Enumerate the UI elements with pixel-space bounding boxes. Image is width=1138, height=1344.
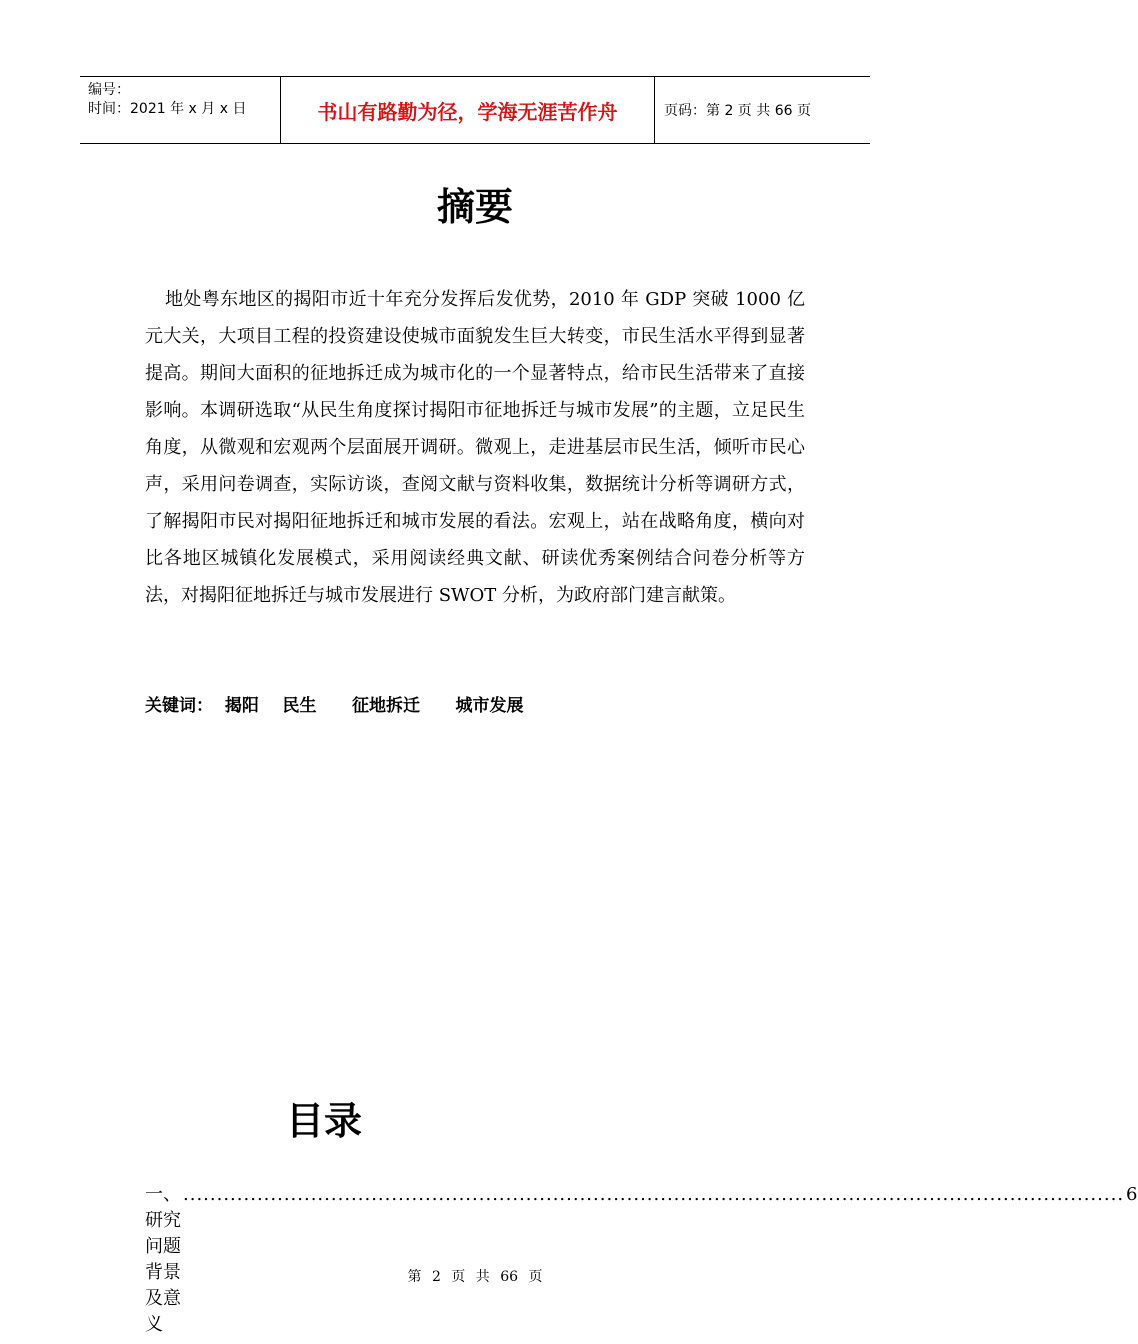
toc-title: 目录: [286, 1099, 363, 1143]
toc-leader-dots: ............................................................................................................................................: [183, 1184, 1125, 1205]
header-page-info: 页码：第 2 页 共 66 页: [664, 103, 811, 119]
header-meta: [80, 77, 281, 143]
abstract-body: 地处粤东地区的揭阳市近十年充分发挥后发优势，2010 年 GDP 突破 1000 亿元大关，大项目工程的投资建设使城市面貌发生巨大转变，市民生活水平得到显著提高。期间大面积的征地拆迁成为城市化的一个显著特点，给市民生活带来了直接影响。本调研选取“从民生角度探讨揭阳市征地拆迁与城市发展”的主题，立足民生角度，从微观和宏观两个层面展开调研。微观上，走进基层市民生活，倾听市民心声，采用问卷调查，实际访谈，查阅文献与资料收集，数据统计分析等调研方式，了解揭阳市民对揭阳征地拆迁和城市发展的看法。宏观上，站在战略角度，横向对比各地区城镇化发展模式，采用阅读经典文献、研读优秀案例结合问卷分析等方法，对揭阳征地拆迁与城市发展进行 SWOT 分析，为政府部门建言献策。: [145, 289, 805, 606]
keywords-line: 关键词： 揭阳 民生 征地拆迁 城市发展: [145, 696, 524, 716]
toc-entry[interactable]: [145, 1180, 1138, 1336]
header-motto: 书山有路勤为径，学海无涯苦作舟: [281, 77, 655, 143]
page-header: [80, 76, 870, 144]
toc-entry-page: 6: [1126, 1184, 1138, 1205]
document-time-label: 时间：2021 年 x 月 x 日: [88, 101, 247, 117]
page-footer: 第 2 页 共 66 页: [407, 1269, 543, 1285]
abstract-title: 摘要: [436, 185, 513, 229]
toc-entry-label: 一、研究问题背景及意义: [145, 1184, 181, 1335]
document-number-label: 编号：: [88, 82, 130, 98]
